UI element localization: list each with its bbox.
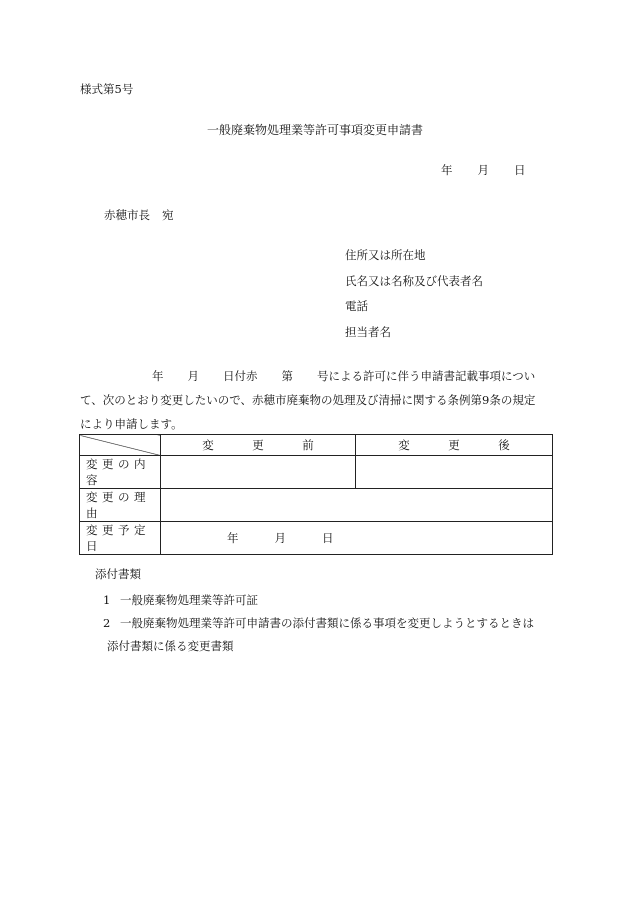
before-change-header: 変 更 前 <box>161 435 356 456</box>
document-title: 一般廃棄物処理業等許可事項変更申請書 <box>206 123 423 137</box>
attachment-item: 2 一般廃棄物処理業等許可申請書の添付書類に係る事項を変更しようとするときは <box>103 616 534 630</box>
body-month: 月 <box>187 369 199 383</box>
attachment-item: 1 一般廃棄物処理業等許可証 <box>103 593 258 607</box>
application-body <box>80 364 550 436</box>
attachment-item-continuation: 添付書類に係る変更書類 <box>107 639 234 653</box>
date-year-label: 年 <box>441 163 453 177</box>
date-month-label: 月 <box>477 163 489 177</box>
change-schedule-row <box>80 522 553 555</box>
body-date-text: 日付赤 <box>223 369 258 383</box>
change-table-header-row <box>80 435 553 456</box>
body-line1-rest: 号による許可に伴う申請書記載事項につい <box>317 369 536 383</box>
applicant-address-label: 住所又は所在地 <box>345 248 426 262</box>
schedule-month: 月 <box>274 531 286 545</box>
addressee <box>104 207 174 223</box>
change-reason-cell[interactable] <box>161 489 553 522</box>
body-line-3: により申請します。 <box>80 417 183 431</box>
change-content-row <box>80 456 553 489</box>
body-year: 年 <box>152 369 164 383</box>
change-schedule-label: 変更予定日 <box>80 522 161 555</box>
attachments-list <box>103 589 563 658</box>
attachments-title: 添付書類 <box>95 567 141 581</box>
body-line-1 <box>80 364 550 388</box>
addressee-name: 赤穂市長 <box>104 208 150 222</box>
change-table <box>79 434 553 555</box>
date-day-label: 日 <box>514 163 526 177</box>
schedule-day: 日 <box>322 531 334 545</box>
after-change-header: 変 更 後 <box>356 435 553 456</box>
addressee-suffix: 宛 <box>162 208 174 222</box>
change-content-before-cell[interactable] <box>161 456 356 489</box>
applicant-phone-label: 電話 <box>345 299 368 313</box>
change-content-label: 変更の内容 <box>80 456 161 489</box>
body-dai: 第 <box>281 369 293 383</box>
date-line <box>441 162 526 178</box>
change-reason-label: 変更の理由 <box>80 489 161 522</box>
change-schedule-cell[interactable] <box>161 522 553 555</box>
diagonal-header-cell <box>80 435 161 456</box>
form-number: 様式第5号 <box>80 82 134 96</box>
applicant-fields <box>345 248 483 350</box>
change-content-after-cell[interactable] <box>356 456 553 489</box>
applicant-name-label: 氏名又は名称及び代表者名 <box>345 273 483 288</box>
change-reason-row <box>80 489 553 522</box>
applicant-contact-label: 担当者名 <box>345 324 391 339</box>
schedule-year: 年 <box>227 531 239 545</box>
body-line-2: て、次のとおり変更したいので、赤穂市廃棄物の処理及び清掃に関する条例第9条の規定 <box>80 393 536 407</box>
